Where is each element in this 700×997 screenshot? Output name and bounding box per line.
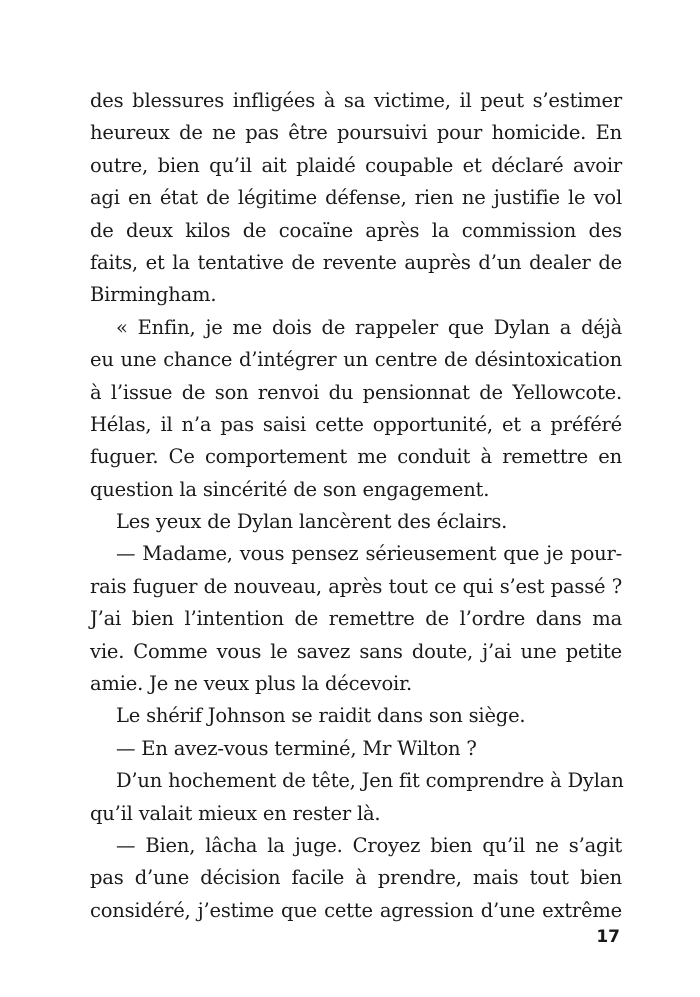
text-line-4: agi en état de légitime défense, rien ne justifie le vol (90, 186, 622, 210)
page-number: 17 (596, 927, 620, 947)
text-line-26: considéré, j’estime que cette agression d’une extrême (90, 898, 622, 922)
page-body (90, 85, 622, 927)
text-line-3: outre, bien qu’il ait plaidé coupable et déclaré avoir (90, 153, 622, 177)
text-line-15: — Madame, vous pensez sérieusement que je pour- (116, 542, 622, 566)
text-line-22: D’un hochement de tête, Jen fit comprendre à Dylan (116, 769, 624, 793)
text-line-21: — En avez-vous terminé, Mr Wilton ? (116, 736, 477, 760)
text-line-14: Les yeux de Dylan lancèrent des éclairs. (116, 510, 508, 534)
text-line-19: amie. Je ne veux plus la décevoir. (90, 672, 413, 696)
text-line-16: rais fuguer de nouveau, après tout ce qui s’est passé ? (90, 574, 622, 598)
text-line-12: fuguer. Ce comportement me conduit à remettre en (90, 445, 622, 469)
text-line-6: faits, et la tentative de revente auprès d’un dealer de (90, 250, 622, 274)
text-line-24: — Bien, lâcha la juge. Croyez bien qu’il ne s’agit (116, 833, 622, 857)
text-line-10: à l’issue de son renvoi du pensionnat de Yellowcote. (90, 380, 622, 404)
text-line-23: qu’il valait mieux en rester là. (90, 801, 381, 825)
text-line-18: vie. Comme vous le savez sans doute, j’ai une petite (90, 639, 622, 663)
text-line-8: « Enfin, je me dois de rappeler que Dylan a déjà (116, 315, 622, 339)
text-line-25: pas d’une décision facile à prendre, mais tout bien (90, 866, 622, 890)
text-line-20: Le shérif Johnson se raidit dans son siège. (116, 704, 526, 728)
text-line-1: des blessures infligées à sa victime, il peut s’estimer (90, 89, 622, 112)
text-line-13: question la sincérité de son engagement. (90, 477, 490, 501)
text-line-2: heureux de ne pas être poursuivi pour homicide. En (90, 121, 622, 145)
text-line-11: Hélas, il n’a pas saisi cette opportunité, et a préféré (90, 412, 622, 436)
text-line-5: de deux kilos de cocaïne après la commission des (90, 218, 622, 242)
text-line-9: eu une chance d’intégrer un centre de désintoxication (90, 348, 622, 372)
text-line-7: Birmingham. (90, 283, 217, 307)
text-line-17: J’ai bien l’intention de remettre de l’ordre dans ma (90, 607, 622, 631)
